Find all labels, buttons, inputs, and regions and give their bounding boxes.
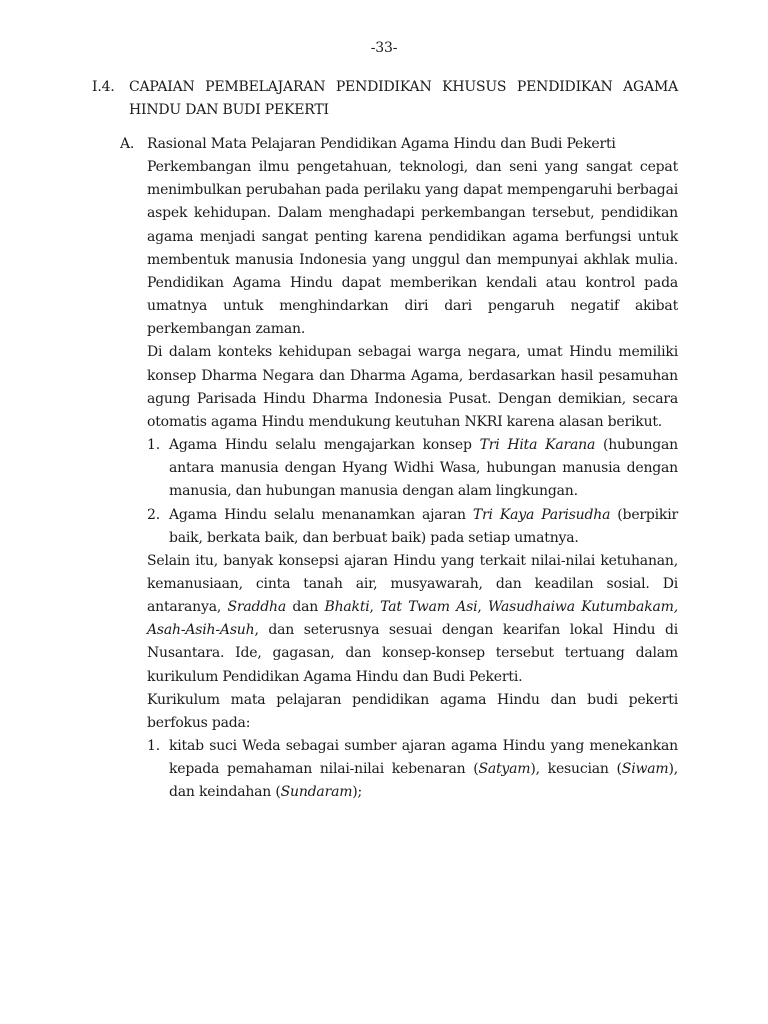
list-text: ), kesucian ( (530, 761, 622, 778)
list-marker: 2. (147, 506, 160, 523)
list-term: Tri Kaya Parisudha (472, 506, 611, 523)
text-run: , (369, 599, 381, 616)
heading-title: CAPAIAN PEMBELAJARAN PENDIDIKAN KHUSUS PENDIDIKAN AGAMA HINDU DAN BUDI PEKERTI (129, 79, 678, 118)
alasan-list (147, 434, 678, 550)
list-item (147, 434, 678, 503)
list-marker: 1. (147, 437, 160, 454)
subsection-letter: A. (120, 136, 135, 152)
paragraph-1: Perkembangan ilmu pengetahuan, teknologi, dan seni yang sangat cepat menimbulkan perubahan pada perilaku yang dapat mempengaruhi berbagai aspek kehidupan. Dalam menghadapi perkembangan tersebut, pendidikan agama menjadi sangat penting karena pendidikan agama berfungsi untuk membentuk manusia Indonesia yang unggul dan mempunyai akhlak mulia. Pendidikan Agama Hindu dapat memberikan kendali atau kontrol pada umatnya untuk menghindarkan diri dari pengaruh negatif akibat perkembangan zaman. (147, 159, 678, 338)
section-heading (92, 76, 678, 122)
text-run: , (477, 599, 488, 616)
list-text: Agama Hindu selalu mengajarkan konsep (169, 437, 480, 454)
term: Tat Twam Asi (380, 599, 478, 616)
term: Sraddha (227, 599, 287, 616)
list-term: Siwam (621, 761, 669, 778)
text-run: dan (286, 599, 325, 616)
term: Bhakti (324, 599, 370, 616)
subsection-title: Rasional Mata Pelajaran Pendidikan Agama Hindu dan Budi Pekerti (147, 136, 616, 152)
list-text: ); (352, 784, 363, 801)
heading-number: I.4. (92, 79, 115, 95)
paragraph-4: Kurikulum mata pelajaran pendidikan agama Hindu dan budi pekerti berfokus pada: (147, 691, 678, 731)
fokus-list (147, 735, 678, 804)
list-text: ), dan keindahan ( (169, 761, 678, 801)
list-term: Sundaram (280, 784, 353, 801)
list-text: (hubungan antara manusia dengan Hyang Widhi Wasa, hubungan manusia dengan manusia, dan hubungan manusia dengan alam lingkungan. (169, 437, 678, 500)
list-text: kitab suci Weda sebagai sumber ajaran agama Hindu yang menekankan kepada pemahaman nilai-nilai kebenaran ( (169, 738, 678, 778)
list-text: (berpikir baik, berkata baik, dan berbuat baik) pada setiap umatnya. (169, 506, 678, 546)
page-number: -33- (370, 40, 398, 56)
text-run: Selain itu, banyak konsepsi ajaran Hindu yang terkait nilai-nilai ketuhanan, kemanusiaan, cinta tanah air, musyawarah, dan keadilan sosial. Di antaranya, (147, 552, 678, 616)
term: Wasudhaiwa Kutumbakam, Asah-Asih-Asuh (147, 599, 678, 639)
list-item (147, 735, 678, 804)
list-marker: 1. (147, 738, 160, 755)
subsection-a (120, 133, 678, 805)
list-term: Satyam (478, 761, 531, 778)
subsection-body (147, 133, 678, 805)
paragraph-3 (147, 550, 678, 689)
list-text: Agama Hindu selalu menanamkan ajaran (169, 506, 473, 523)
text-run: , dan seterusnya sesuai dengan kearifan lokal Hindu di Nusantara. Ide, gagasan, dan konsep-konsep tersebut tertuang dalam kurikulum Pendidikan Agama Hindu dan Budi Pekerti. (147, 622, 678, 685)
paragraph-2: Di dalam konteks kehidupan sebagai warga negara, umat Hindu memiliki konsep Dharma Negara dan Dharma Agama, berdasarkan hasil pesamuhan agung Parisada Hindu Dharma Indonesia Pusat. Dengan demikian, secara otomatis agama Hindu mendukung keutuhan NKRI karena alasan berikut. (147, 344, 678, 430)
list-item (147, 504, 678, 550)
list-term: Tri Hita Karana (479, 437, 596, 454)
